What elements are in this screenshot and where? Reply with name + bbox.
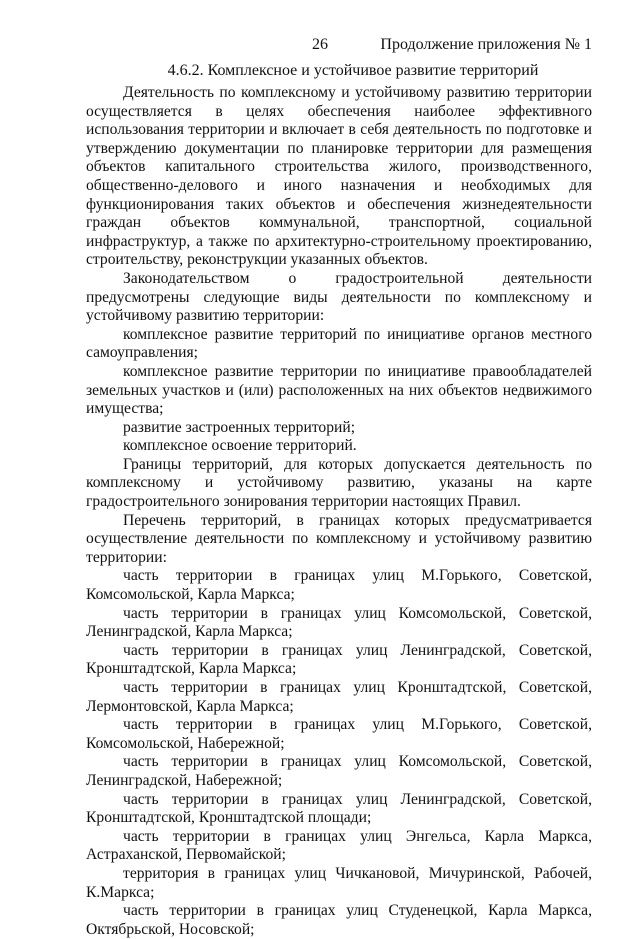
page-number: 26: [312, 36, 328, 53]
paragraph-boundaries: Границы территорий, для которых допускается деятельность по комплексному и устойчивому развитию, указаны на карте градостроительного зонирования территории настоящих Правил.: [86, 455, 592, 511]
territory-item: часть территории в границах улиц Кронштадтской, Советской, Лермонтовской, Карла Маркса;: [86, 679, 592, 715]
territory-item: часть территории в границах улиц Энгельса, Карла Маркса, Астраханской, Первомайской;: [86, 827, 592, 864]
page-header: [86, 36, 592, 58]
list-item: комплексное развитие территории по инициативе правообладателей земельных участков и (или) расположенных на них объектов недвижимого имущества;: [86, 362, 592, 418]
territory-item: часть территории в границах улиц Ленинградской, Советской, Кронштадтской, Карла Маркса;: [86, 641, 592, 678]
territory-item: часть территории в границах улиц Студенецкой, Карла Маркса, Октябрьской, Носовской;: [86, 902, 592, 938]
list-item: комплексное освоение территорий.: [123, 437, 357, 455]
appendix-note: Продолжение приложения № 1: [380, 36, 592, 53]
territory-item: часть территории в границах улиц Ленинградской, Советской, Кронштадтской, Кронштадтской площади;: [86, 790, 592, 827]
paragraph-legislation: Законодательством о градостроительной деятельности предусмотрены следующие виды деятельности по комплексному и устойчивому развитию территории:: [86, 269, 592, 325]
paragraph-list-intro: Перечень территорий, в границах которых предусматривается осуществление деятельности по комплексному и устойчивому развитию территории:: [86, 511, 592, 566]
territory-item: часть территории в границах улиц М.Горького, Советской, Комсомольской, Карла Маркса;: [86, 567, 592, 604]
list-item: комплексное развитие территорий по инициативе органов местного самоуправления;: [86, 325, 592, 362]
section-heading: 4.6.2. Комплексное и устойчивое развитие территорий: [167, 62, 539, 79]
list-item: развитие застроенных территорий;: [123, 418, 356, 436]
territory-item: часть территории в границах улиц Комсомольской, Советской, Ленинградской, Набережной;: [86, 753, 592, 789]
territory-item: часть территории в границах улиц Комсомольской, Советской, Ленинградской, Карла Маркса;: [86, 604, 592, 641]
paragraph-intro: Деятельность по комплексному и устойчивому развитию территории осуществляется в целях обеспечения наиболее эффективного использования территории и включает в себя деятельность по подготовке и утверждению документации по планировке территории для размещения объектов капитального строительства жилого, производственного, общественно-делового и иного назначения и необходимых для функционирования таких объектов и обеспечения жизнедеятельности граждан объектов коммунальной, транспортной, социальной инфраструктур, а также по архитектурно-строительному проектированию, строительству, реконструкции указанных объектов.: [86, 84, 592, 269]
territory-item: территория в границах улиц Чичкановой, Мичуринской, Рабочей, К.Маркса;: [86, 864, 592, 901]
territory-item: часть территории в границах улиц М.Горького, Советской, Комсомольской, Набережной;: [86, 716, 592, 752]
body-text: [86, 84, 592, 939]
